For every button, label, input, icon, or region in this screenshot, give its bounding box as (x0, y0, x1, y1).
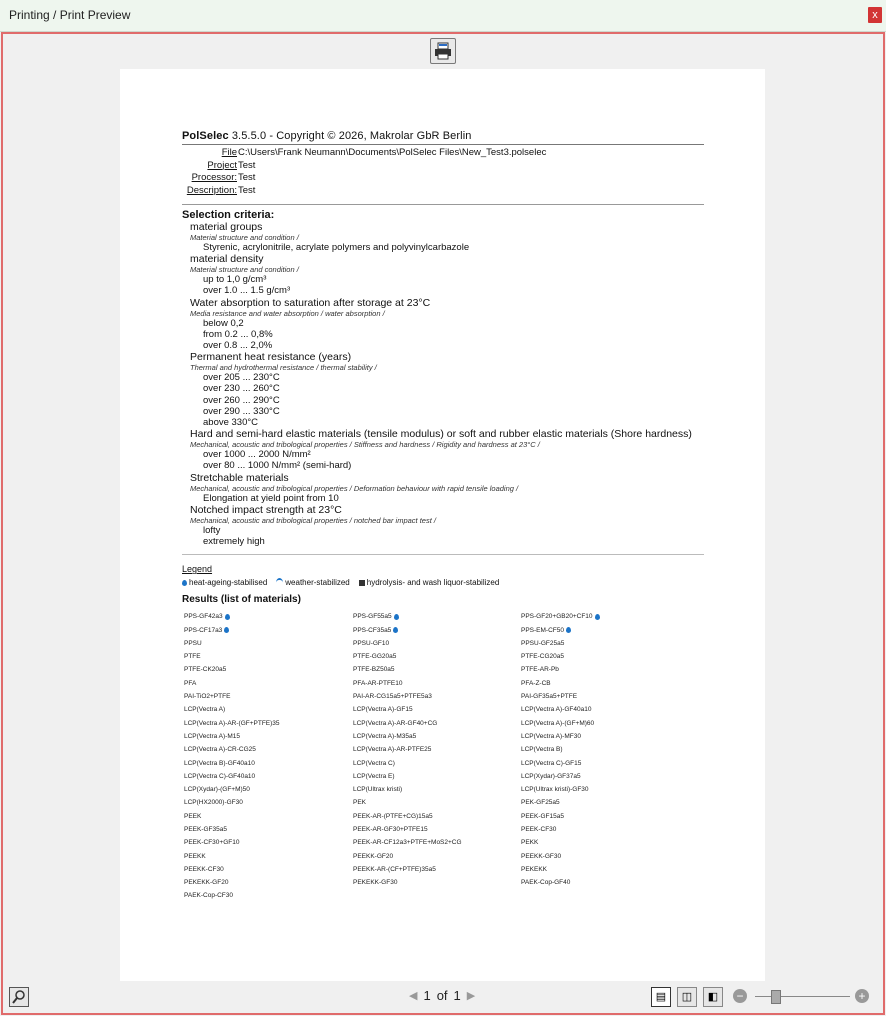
criterion-name: material density (190, 253, 264, 266)
criterion-value: from 0.2 ... 0,8% (203, 328, 273, 340)
meta-label: Processor: (191, 172, 237, 183)
result-item (182, 889, 351, 902)
result-item (182, 850, 351, 863)
material-name: PPS-EM-CF50 (521, 626, 564, 634)
result-item (519, 650, 688, 663)
material-name: PEEKK-AR-(CF+PTFE)35a5 (353, 865, 436, 873)
result-item (519, 810, 688, 823)
meta-value: Test (238, 184, 256, 196)
result-item (519, 637, 688, 650)
meta-label: Project (207, 159, 237, 171)
material-name: LCP(Vectra A)-AR-(GF+PTFE)35 (184, 719, 280, 727)
material-name: PEKEKK-GF30 (353, 879, 398, 887)
material-name: PPSU (184, 639, 202, 647)
material-name: PAEK-Cop-CF30 (184, 892, 234, 900)
result-item (351, 703, 519, 716)
criterion-path: Material structure and condition / (190, 233, 299, 242)
print-button[interactable] (430, 38, 456, 64)
result-item (182, 690, 351, 703)
selection-title: Selection criteria: (182, 209, 275, 221)
page-of-label: of (436, 988, 448, 1003)
divider (182, 554, 704, 555)
result-item (519, 783, 688, 796)
printer-icon (431, 39, 455, 63)
criterion-name: Water absorption to saturation after storage at 23°C (190, 296, 431, 309)
flame-icon (595, 614, 600, 620)
document (182, 130, 704, 903)
material-name: LCP(Vectra E) (353, 772, 395, 780)
zoom-slider[interactable] (733, 988, 873, 1006)
legend-label: heat-ageing-stabilised (189, 578, 268, 588)
flame-icon (393, 627, 398, 633)
criterion-path: Media resistance and water absorption / water absorption / (190, 308, 385, 318)
meta-row (182, 185, 704, 198)
material-name: PFA-AR-PTFE10 (353, 679, 403, 687)
material-name: PAI-TiO2+PTFE (184, 693, 231, 701)
material-name: PEEK-AR-CF12a3+PTFE+MoS2+CG (353, 839, 462, 847)
criterion (190, 297, 704, 352)
result-item (182, 810, 351, 823)
result-item (351, 863, 519, 876)
result-item (519, 703, 688, 716)
material-name: LCP(Xydar)-(GF+M)50 (184, 786, 250, 794)
result-item (519, 836, 688, 849)
meta-row (182, 147, 704, 160)
meta-value: Test (238, 172, 256, 183)
current-page[interactable]: 1 (423, 988, 431, 1003)
material-name: PTFE (184, 653, 201, 661)
result-item (519, 823, 688, 836)
result-item (351, 810, 519, 823)
criterion-value: over 260 ... 290°C (203, 394, 280, 406)
material-name: PTFE-CG20a5 (521, 653, 564, 661)
criterion-value: over 290 ... 330°C (203, 405, 280, 417)
result-item (182, 677, 351, 690)
material-name: LCP(Vectra A) (184, 706, 226, 714)
criterion-path: Material structure and condition / (190, 265, 299, 275)
result-item (351, 677, 519, 690)
window-title: Printing / Print Preview (9, 8, 131, 22)
material-name: LCP(Vectra C)-GF40a10 (184, 772, 256, 780)
material-name: LCP(HX2000)-GF30 (184, 799, 243, 807)
result-item (182, 863, 351, 876)
result-item (351, 757, 519, 770)
criterion-value: over 230 ... 260°C (203, 383, 280, 395)
criterion-value: over 0.8 ... 2,0% (203, 340, 273, 352)
material-name: LCP(Vectra B)-GF40a10 (184, 759, 255, 767)
result-item (519, 796, 688, 809)
material-name: PPS-CF35a5 (353, 626, 392, 634)
material-name: PPS-GF42a3 (184, 613, 223, 621)
material-name: LCP(Vectra C) (353, 759, 395, 767)
result-item (182, 703, 351, 716)
material-name: PPSU-GF10 (353, 639, 390, 647)
tap-icon (359, 580, 365, 586)
two-pages-icon: ◫ (681, 991, 693, 1003)
material-name: PPS-CF17a3 (184, 626, 223, 634)
result-item (351, 783, 519, 796)
result-item (182, 757, 351, 770)
result-item (182, 876, 351, 889)
result-item (182, 743, 351, 756)
page-navigator (409, 988, 475, 1003)
print-page (120, 69, 765, 981)
flame-icon (225, 614, 230, 620)
result-item (351, 690, 519, 703)
criterion-name: Permanent heat resistance (years) (190, 351, 352, 364)
two-page-view-button[interactable] (677, 987, 697, 1007)
material-name: PFA (184, 679, 197, 687)
criterion-path: Mechanical, acoustic and tribological properties / notched bar impact test / (190, 515, 436, 525)
result-item (182, 717, 351, 730)
result-item (351, 770, 519, 783)
legend-label: hydrolysis- and wash liquor-stabilized (366, 578, 500, 588)
criterion-value: Styrenic, acrylonitrile, acrylate polymers and polyvinylcarbazole (203, 242, 470, 253)
zoom-track (755, 996, 850, 997)
result-item (351, 717, 519, 730)
criterion (190, 472, 704, 504)
criterion (190, 351, 704, 428)
app-name: PolSelec (182, 130, 229, 142)
result-item (351, 876, 519, 889)
material-name: PPSU-GF25a5 (521, 639, 565, 647)
result-item (519, 610, 688, 623)
result-item (182, 663, 351, 676)
meta-label: File (221, 147, 237, 158)
result-item (182, 637, 351, 650)
material-name: LCP(Vectra A)-GF15 (353, 706, 413, 714)
legend-item (182, 578, 267, 587)
previous-page-icon[interactable]: ◀ (409, 990, 418, 1002)
meta-row (182, 160, 704, 173)
flame-icon (224, 627, 229, 633)
result-item (182, 610, 351, 623)
material-name: PEEKK-CF30 (184, 865, 224, 873)
legend (182, 578, 704, 587)
result-item (519, 863, 688, 876)
criterion-value: over 1.0 ... 1.5 g/cm³ (203, 285, 291, 297)
magnifier-icon (10, 988, 28, 1006)
criterion-path: Mechanical, acoustic and tribological properties / Deformation behaviour with rapid tensile loading / (190, 483, 519, 493)
material-name: LCP(Ultrax kristi) (353, 786, 403, 794)
material-name: PTFE-GG20a5 (353, 653, 397, 661)
criterion-value: over 1000 ... 2000 N/mm² (203, 449, 311, 461)
single-page-view-button[interactable] (651, 987, 671, 1007)
material-name: LCP(Vectra A)-M15 (184, 732, 240, 740)
multi-pages-icon: ◧ (707, 991, 719, 1003)
result-item (351, 796, 519, 809)
result-item (182, 730, 351, 743)
multi-page-view-button[interactable] (703, 987, 723, 1007)
total-pages: 1 (453, 988, 461, 1003)
criterion-name: Hard and semi-hard elastic materials (tensile modulus) or soft and rubber elastic materials (Shore hardness) (190, 428, 692, 441)
meta-row (182, 172, 704, 185)
criterion-value: extremely high (203, 536, 265, 548)
result-item (519, 677, 688, 690)
material-name: LCP(Vectra C)-GF15 (521, 759, 582, 767)
result-item (519, 730, 688, 743)
result-item (519, 663, 688, 676)
criterion-value: lofty (203, 524, 221, 536)
material-name: LCP(Vectra A)-(GF+M)60 (521, 719, 595, 727)
material-name: LCP(Vectra A)-M35a5 (353, 732, 417, 740)
close-button[interactable]: x (868, 7, 882, 23)
result-item (519, 770, 688, 783)
result-item (182, 796, 351, 809)
result-item (519, 850, 688, 863)
result-item (351, 836, 519, 849)
results-title: Results (list of materials) (182, 594, 301, 606)
legend-label: weather-stabilized (285, 578, 350, 588)
material-name: LCP(Xydar)-GF37a5 (521, 772, 581, 780)
material-name: PEEK-CF30 (521, 826, 557, 833)
material-name: PEK-GF25a5 (521, 799, 560, 807)
material-name: PEEK-CF30+GF10 (184, 839, 240, 847)
zoom-thumb[interactable] (771, 990, 781, 1004)
result-item (351, 650, 519, 663)
material-name: PEEKK (184, 852, 206, 860)
criterion-path: Thermal and hydrothermal resistance / thermal stability / (190, 363, 377, 373)
criterion-value: up to 1,0 g/cm³ (203, 274, 267, 286)
document-heading (182, 130, 704, 142)
criterion (190, 428, 704, 471)
results-grid (182, 610, 704, 903)
result-item (519, 876, 688, 889)
material-name: PEKEKK (521, 865, 548, 873)
meta-value: C:\Users\Frank Neumann\Documents\PolSelec Files\New_Test3.polselec (238, 147, 547, 158)
material-name: LCP(Ultrax kristi)-GF30 (521, 786, 589, 794)
material-name: PAEK-Cop-GF40 (521, 879, 571, 887)
result-item (351, 823, 519, 836)
criterion-value: below 0,2 (203, 317, 244, 329)
result-item (519, 717, 688, 730)
result-item (351, 610, 519, 623)
divider (182, 204, 704, 205)
criterion (190, 221, 704, 253)
criterion-path: Mechanical, acoustic and tribological properties / Stiffness and hardness / Rigidity and hardness at 23°C / (190, 440, 540, 450)
result-item (519, 757, 688, 770)
material-name: PEEKK-GF30 (521, 852, 562, 860)
criteria-list (182, 221, 704, 547)
meta-block (182, 147, 704, 197)
next-page-icon[interactable]: ▶ (466, 990, 476, 1002)
divider (182, 144, 704, 145)
criterion-name: Notched impact strength at 23°C (190, 503, 342, 516)
zoom-out-icon[interactable]: − (733, 989, 747, 1003)
result-item (519, 690, 688, 703)
title-bar (0, 0, 886, 32)
result-item (519, 624, 688, 637)
material-name: PAI-AR-CG15a5+PTFE5a3 (353, 693, 432, 701)
material-name: LCP(Vectra A)-MF30 (521, 732, 581, 740)
meta-value: Test (238, 159, 256, 171)
criterion-value: above 330°C (203, 417, 259, 429)
material-name: LCP(Vectra A)-AR-PTFE25 (353, 746, 432, 754)
legend-title: Legend (182, 564, 213, 575)
flame-icon (566, 627, 571, 633)
material-name: LCP(Vectra A)-AR-GF40+CG (353, 719, 438, 727)
zoom-in-icon[interactable]: + (855, 989, 869, 1003)
material-name: PEEKK-GF20 (353, 852, 394, 860)
criterion (190, 253, 704, 296)
criterion-name: material groups (190, 221, 263, 233)
material-name: PEKEKK-GF20 (184, 879, 229, 887)
result-item (182, 624, 351, 637)
umbrella-icon (276, 578, 283, 587)
material-name: PEK (353, 799, 367, 807)
result-item (182, 836, 351, 849)
criterion-value: Elongation at yield point from 10 (203, 492, 339, 504)
material-name: LCP(Vectra A)-CR-CG25 (184, 746, 256, 754)
material-name: PTFE-CK20a5 (184, 666, 227, 674)
material-name: PEKK (521, 839, 539, 847)
result-item (351, 637, 519, 650)
material-name: LCP(Vectra A)-GF40a10 (521, 706, 592, 714)
legend-item (276, 578, 349, 587)
result-item (351, 730, 519, 743)
material-name: PTFE-AR-Pb (521, 666, 559, 674)
material-name: PTFE-BZ50a5 (353, 666, 395, 674)
material-name: PPS-GF20+GB20+CF10 (521, 613, 593, 621)
result-item (182, 823, 351, 836)
material-name: PEEK (184, 812, 202, 820)
criterion-value: over 205 ... 230°C (203, 372, 280, 384)
result-item (519, 743, 688, 756)
result-item (351, 850, 519, 863)
material-name: PPS-GF55a5 (353, 613, 392, 621)
material-name: LCP(Vectra B) (521, 746, 563, 754)
meta-label: Description: (186, 184, 237, 196)
result-item (351, 624, 519, 637)
material-name: PEEK-GF15a5 (521, 812, 564, 820)
criterion (190, 504, 704, 547)
criterion-value: over 80 ... 1000 N/mm² (semi-hard) (203, 460, 352, 472)
material-name: PFA-Z-CB (521, 679, 551, 687)
flame-icon (182, 580, 187, 586)
result-item (351, 663, 519, 676)
result-item (351, 743, 519, 756)
result-item (182, 783, 351, 796)
material-name: PEEK-GF35a5 (184, 826, 227, 833)
material-name: PAI-GF35a5+PTFE (521, 693, 578, 701)
result-item (182, 770, 351, 783)
material-name: PEEK-AR-GF30+PTFE15 (353, 826, 428, 833)
material-name: PEEK-AR-(PTFE+CG)15a5 (353, 812, 433, 820)
flame-icon (394, 614, 399, 620)
status-bar (0, 985, 886, 1009)
zoom-button[interactable] (9, 987, 29, 1007)
result-item (182, 650, 351, 663)
criterion-name: Stretchable materials (190, 471, 289, 484)
legend-item (359, 578, 500, 587)
single-page-icon: ▤ (655, 991, 667, 1003)
version-copyright: 3.5.5.0 - Copyright © 2026, Makrolar GbR Berlin (228, 130, 472, 142)
